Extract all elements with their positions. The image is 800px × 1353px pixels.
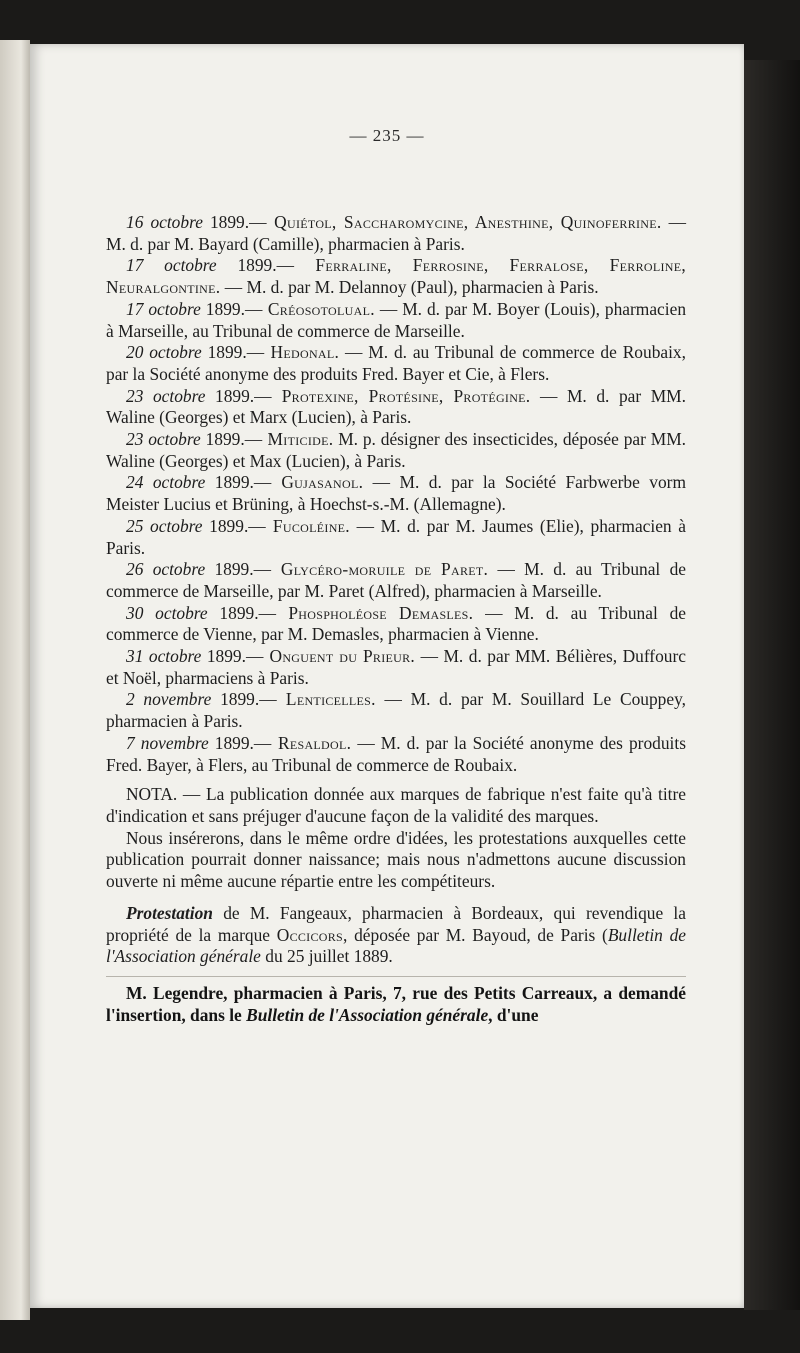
entry-details: — M. d. par M. Boyer (Louis), pharmacien à Marseille, au Tribunal de commerce de Marseille. xyxy=(106,298,687,341)
entry-year: 1899. xyxy=(205,472,254,493)
separator-rule xyxy=(106,976,686,977)
entry-date: 23 octobre xyxy=(126,429,201,450)
entry-trademarks: — Lenticelles. xyxy=(259,689,376,710)
entry-details: M. p. désigner des insecticides, déposée par MM. Waline (Georges) et Max (Lucien), à Paris. xyxy=(106,429,687,471)
entry-date: 31 octobre xyxy=(126,646,202,667)
entry-date: 7 novembre xyxy=(126,732,209,753)
entry-year: 1899. xyxy=(202,212,250,232)
book-page xyxy=(30,44,744,1308)
protestation-paragraph: Protestation de M. Fangeaux, pharmacien à Bordeaux, qui revendique la propriété de la marque Occicors, déposée par M. Bayoud, de Paris (Bulletin de l'Association générale du 25 juillet 1889. xyxy=(106,902,686,967)
entry-trademarks: — Créosotolual. xyxy=(244,298,375,319)
entry-trademarks: — Gujasanol. xyxy=(253,472,364,493)
bulletin-title: Bulletin de l'Association générale xyxy=(246,1004,489,1025)
entry-details: — M. d. par M. Jaumes (Elie), pharmacien à Paris. xyxy=(106,515,686,558)
trademark-name: Occicors xyxy=(276,924,344,945)
legendre-paragraph: M. Legendre, pharmacien à Paris, 7, rue des Petits Carreaux, a demandé l'insertion, dans le Bulletin de l'Association générale, d'une xyxy=(106,982,686,1025)
trademark-entry xyxy=(106,429,686,472)
adjacent-page-edge xyxy=(0,40,30,1320)
trademark-entry xyxy=(106,559,686,602)
trademark-entries xyxy=(106,212,686,776)
trademark-entry xyxy=(106,212,686,255)
nota-paragraph-2: Nous insérerons, dans le même ordre d'idées, les protestations auxquelles cette publication pourrait donner naissance; mais nous n'admettons aucune discussion ouverte ni même aucune répartie entre les compétiteurs. xyxy=(106,827,686,892)
entry-year: 1899. xyxy=(201,646,246,667)
entry-date: 26 octobre xyxy=(126,559,206,580)
entry-year: 1899. xyxy=(200,298,245,319)
entry-trademarks: — Fucoléine. xyxy=(248,515,350,536)
entry-date: 30 octobre xyxy=(126,602,208,623)
entry-details: — M. d. par MM. Waline (Georges) et Marx (Lucien), à Paris. xyxy=(106,385,686,428)
entry-details: — M. d. par la Société Farbwerbe vorm Meister Lucius et Brüning, à Hoechst-s.-M. (Allemagne). xyxy=(106,472,686,515)
entry-year: 1899. xyxy=(216,255,277,276)
protestation-lead: Protestation xyxy=(126,902,213,923)
entry-details: — M. d. par M. Delannoy (Paul), pharmacien à Paris. xyxy=(220,277,599,298)
entry-details: — M. d. par M. Souillard Le Couppey, pharmacien à Paris. xyxy=(106,689,686,732)
entry-year: 1899. xyxy=(208,732,254,753)
trademark-entry xyxy=(106,646,686,689)
nota-paragraph: NOTA. — La publication donnée aux marques de fabrique n'est faite qu'à titre d'indication et sans préjuger d'aucune façon de la validité des marques. xyxy=(106,784,686,826)
trademark-entry xyxy=(106,733,686,776)
entry-trademarks: — Quiétol, Saccharomycine, Anesthine, Quinoferrine. xyxy=(249,212,662,232)
entry-trademarks: — Glycéro-moruile de Paret. xyxy=(253,559,489,580)
trademark-entry xyxy=(106,689,686,732)
trademark-entry xyxy=(106,516,686,559)
bulletin-title: Bulletin de l'Association générale xyxy=(106,924,686,967)
page-body xyxy=(106,212,686,1026)
entry-details: — M. d. par la Société anonyme des produits Fred. Bayer, à Flers, au Tribunal de commerce de Roubaix. xyxy=(106,732,686,775)
entry-date: 20 octobre xyxy=(126,342,202,363)
entry-year: 1899. xyxy=(207,602,259,623)
entry-year: 1899. xyxy=(200,429,245,450)
entry-date: 2 novembre xyxy=(126,689,212,710)
entry-details: — M. d. par M. Bayard (Camille), pharmacien à Paris. xyxy=(106,212,686,254)
entry-trademarks: — Ferraline, Ferrosine, Ferralose, Ferroline, Neuralgontine. xyxy=(106,255,687,298)
entry-details: — M. d. par MM. Bélières, Duffourc et Noël, pharmaciens à Paris. xyxy=(106,646,687,688)
trademark-entry xyxy=(106,472,686,515)
entry-date: 24 octobre xyxy=(126,472,206,493)
trademark-entry xyxy=(106,386,686,429)
entry-date: 25 octobre xyxy=(126,515,203,536)
entry-details: — M. d. au Tribunal de commerce de Vienne, par M. Demasles, pharmacien à Vienne. xyxy=(106,602,686,645)
entry-date: 17 octobre xyxy=(126,255,217,276)
trademark-entry xyxy=(106,342,686,385)
entry-trademarks: — Resaldol. xyxy=(253,732,352,753)
entry-date: 23 octobre xyxy=(126,385,206,406)
entry-year: 1899. xyxy=(201,342,247,363)
entry-details: — M. d. au Tribunal de commerce de Roubaix, par la Société anonyme des produits Fred. Bayer et Cie, à Flers. xyxy=(106,342,686,384)
entry-trademarks: — Phospholéose Demasles. xyxy=(258,602,474,623)
page-number: — 235 — xyxy=(349,126,425,145)
entry-trademarks: — Hedonal. xyxy=(246,342,340,363)
entry-year: 1899. xyxy=(205,385,255,406)
entry-year: 1899. xyxy=(202,515,249,536)
trademark-entry xyxy=(106,255,686,298)
entry-trademarks: — Protexine, Protésine, Protégine. xyxy=(254,385,531,406)
entry-date: 17 octobre xyxy=(126,298,201,319)
entry-year: 1899. xyxy=(205,559,254,580)
book-binding-edge xyxy=(744,60,800,1310)
entry-trademarks: — Miticide. xyxy=(244,429,334,450)
trademark-entry xyxy=(106,603,686,646)
entry-date: 16 octobre xyxy=(126,212,203,232)
trademark-entry xyxy=(106,299,686,342)
entry-details: — M. d. au Tribunal de commerce de Marseille, par M. Paret (Alfred), pharmacien à Marseille. xyxy=(106,559,686,601)
entry-trademarks: — Onguent du Prieur. xyxy=(245,646,416,667)
entry-year: 1899. xyxy=(211,689,260,710)
